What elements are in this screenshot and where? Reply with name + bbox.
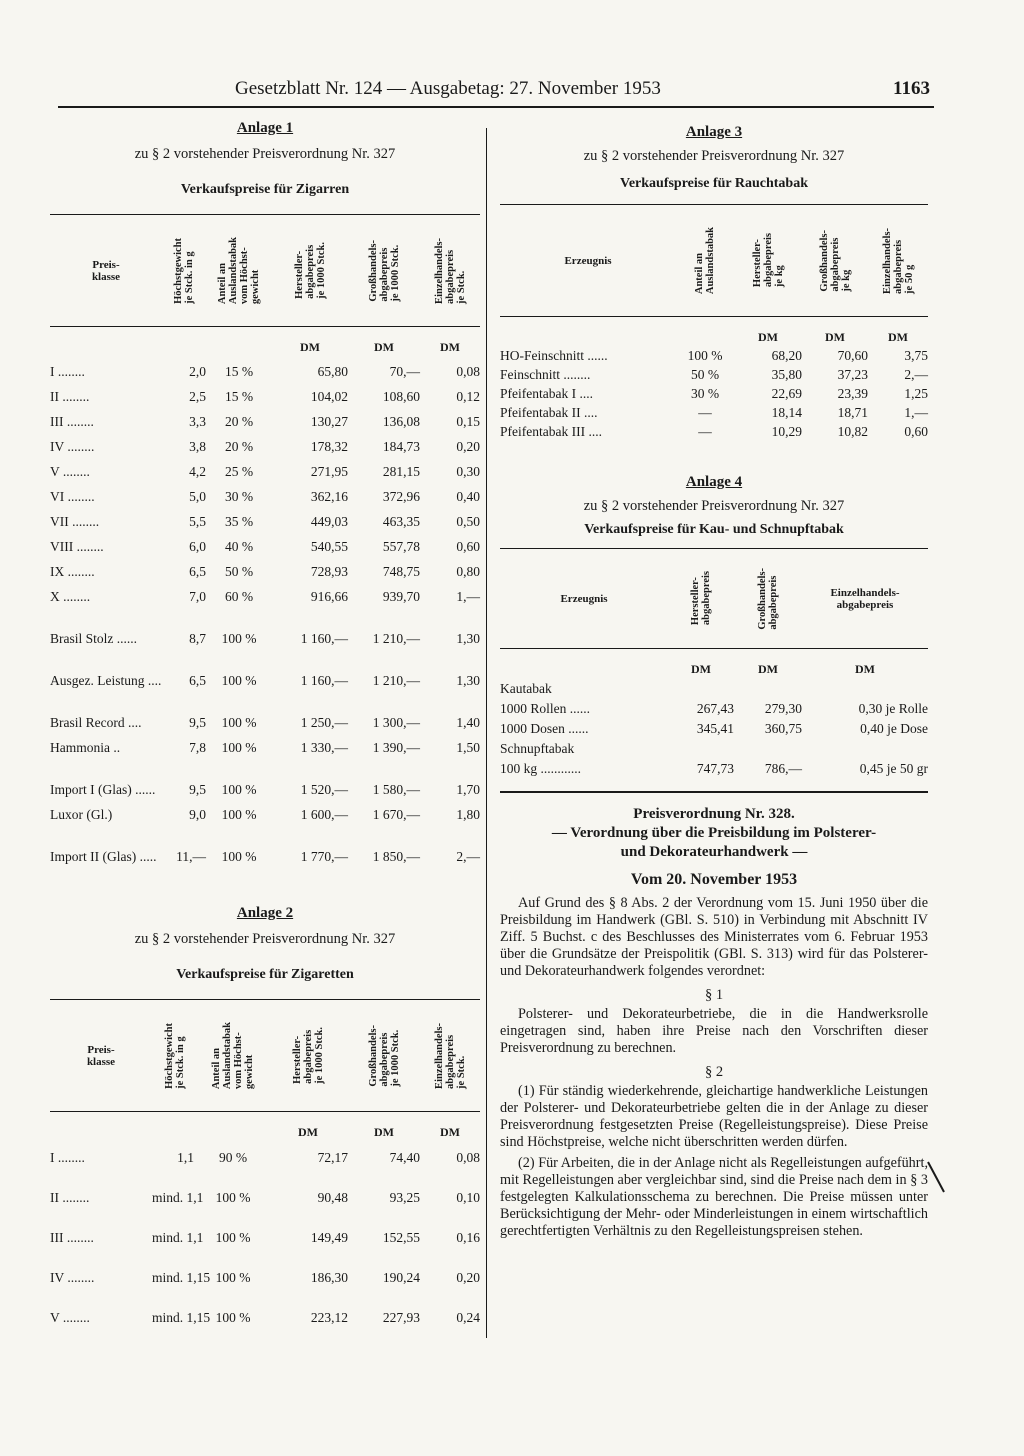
table-cell: 1,50 — [456, 740, 480, 755]
table-cell: 178,32 — [310, 439, 348, 454]
table-cell: — — [698, 405, 712, 420]
table-cell: 25 % — [224, 464, 254, 479]
header-rule — [58, 106, 934, 108]
anlage2-caption: Verkaufspreise für Zigaretten — [176, 967, 354, 982]
table-cell: 136,08 — [382, 414, 420, 429]
table-cell: 35,80 — [771, 367, 802, 382]
table-row — [500, 757, 928, 777]
table-cell: 93,25 — [389, 1190, 420, 1205]
table-row — [50, 430, 480, 455]
table-cell: 0,80 — [456, 564, 480, 579]
table-cell: 1 580,— — [372, 782, 420, 797]
table-cell: V ........ — [50, 464, 90, 479]
col-header-grosshandel: Großhandels- abgabepreis je 1000 Stck. — [348, 215, 420, 327]
table-cell: 20 % — [224, 414, 254, 429]
table-cell: 728,93 — [310, 564, 348, 579]
table-cell: 0,08 — [456, 1150, 480, 1165]
table-cell: 100 % — [221, 740, 257, 755]
anlage3-heading: Anlage 3 — [685, 124, 743, 140]
table-cell: 90 % — [218, 1150, 248, 1165]
table-cell: 372,96 — [382, 489, 420, 504]
table-cell: 786,— — [764, 761, 802, 776]
kautabak-price-table — [500, 548, 928, 777]
table-cell: 1 210,— — [372, 673, 420, 688]
table-cell: Kautabak — [500, 681, 552, 696]
anlage1-ref: zu § 2 vorstehender Preisverordnung Nr. 327 — [134, 146, 396, 162]
table-cell: 1 600,— — [300, 807, 348, 822]
col-header-auslandstabak: Anteil an Auslandstabak vom Höchst- gewicht — [206, 215, 272, 327]
table-cell: 748,75 — [382, 564, 420, 579]
table-cell: 1,80 — [456, 807, 480, 822]
table-cell: 100 % — [221, 807, 257, 822]
section-2-paragraph-2: (2) Für Arbeiten, die in der Anlage nicht als Regelleistungen aufgeführt, mit Regelleistungen aber vergleichbar sind, sind die Preise nach dem in § 3 festgelegten Kalkulationsschema zu berechnen. Die Preise müssen unter Berücksichtigung der Mehr- oder Minderleistungen in einem wirtschaftlich gerechtfertigten Verhältnis zu den Regelleistungspreisen stehen. — [500, 1155, 928, 1239]
table-cell: 3,75 — [904, 348, 928, 363]
table-cell: 939,70 — [382, 589, 420, 604]
table-cell: III ........ — [50, 1230, 94, 1245]
table-cell: 68,20 — [771, 348, 802, 363]
table-cell: mind. 1,15 — [152, 1310, 211, 1325]
table-row — [50, 480, 480, 505]
col-header-hersteller: Hersteller- abgabepreis je kg — [734, 205, 802, 317]
table-row — [50, 530, 480, 555]
table-cell: Pfeifentabak III .... — [500, 424, 602, 439]
col-header-erzeugnis: Erzeugnis — [500, 549, 668, 649]
column-divider — [486, 128, 487, 1338]
table-cell: 104,02 — [310, 389, 348, 404]
table-cell: 11,— — [176, 849, 206, 864]
table-cell: 18,71 — [837, 405, 868, 420]
table-row — [50, 580, 480, 605]
table-cell: mind. 1,15 — [152, 1270, 211, 1285]
table-cell: VIII ........ — [50, 539, 104, 554]
table-cell: 3,3 — [189, 414, 206, 429]
table-cell: 0,16 — [456, 1230, 480, 1245]
verordnung-title: Preisverordnung Nr. 328. — [633, 806, 795, 822]
table-cell: 1,40 — [456, 715, 480, 730]
table-cell: 2,5 — [189, 389, 206, 404]
col-header-auslandstabak: Anteil an Auslandstabak vom Höchst- gewicht — [198, 1000, 268, 1112]
col-header-erzeugnis: Erzeugnis — [500, 205, 676, 317]
verordnung-intro: Auf Grund des § 8 Abs. 2 der Verordnung vom 15. Juni 1950 über die Preisbildung im Handwerk (GBl. S. 510) in Verbindung mit Abschnitt IV Ziff. 5 Buchst. c des Beschlusses des Ministerrates vom 6. Februar 1953 über die Grundsätze der Preispolitik (GBl. S. 313) wird für das Polsterer- und Dekorateurhandwerk folgendes verordnet: — [500, 895, 928, 979]
table-row — [50, 1140, 480, 1166]
page-header — [60, 78, 940, 108]
table-cell: 0,50 — [456, 514, 480, 529]
anlage4-ref: zu § 2 vorstehender Preisverordnung Nr. 327 — [583, 498, 845, 514]
table-cell: 0,12 — [456, 389, 480, 404]
table-cell: 1,1 — [177, 1150, 194, 1165]
table-cell: 0,08 — [456, 364, 480, 379]
table-cell: I ........ — [50, 364, 85, 379]
table-row — [50, 505, 480, 530]
table-cell: 100 % — [215, 1310, 251, 1325]
table-cell: 40 % — [224, 539, 254, 554]
table-cell: 449,03 — [310, 514, 348, 529]
cigar-price-table — [50, 214, 480, 865]
table-cell: 50 % — [690, 367, 720, 382]
col-header-hersteller: Hersteller- abgabepreis — [668, 549, 734, 649]
table-cell: 37,23 — [837, 367, 868, 382]
table-cell: mind. 1,1 — [152, 1190, 204, 1205]
table-cell — [668, 737, 734, 757]
col-header-einzelhandel: Einzelhandels- abgabepreis je Stck. — [420, 1000, 480, 1112]
table-cell: 18,14 — [771, 405, 802, 420]
table-cell: 227,93 — [382, 1310, 420, 1325]
table-cell: 279,30 — [764, 701, 802, 716]
table-cell: 0,45 je 50 gr — [859, 761, 928, 776]
unit-row: DM DM DM — [298, 1125, 460, 1139]
table-cell: Pfeifentabak I .... — [500, 386, 593, 401]
table-cell: 1 390,— — [372, 740, 420, 755]
table-row — [500, 402, 928, 421]
table-cell: Ausgez. Leistung .... — [50, 673, 162, 688]
table-cell: 100 % — [221, 631, 257, 646]
table-row — [50, 380, 480, 405]
table-cell: 20 % — [224, 439, 254, 454]
unit-row: DM DM DM — [300, 340, 460, 354]
table-cell: 2,0 — [189, 364, 206, 379]
table-cell: 747,73 — [696, 761, 734, 776]
table-cell: 362,16 — [310, 489, 348, 504]
table-cell: 70,— — [389, 364, 420, 379]
table-cell: — — [698, 424, 712, 439]
table-cell: 1,— — [456, 589, 480, 604]
anlage4-heading: Anlage 4 — [685, 474, 743, 490]
table-row — [50, 647, 480, 689]
table-cell: 100 % — [687, 348, 723, 363]
table-cell: 0,30 — [456, 464, 480, 479]
table-cell: 1,25 — [904, 386, 928, 401]
table-cell: HO-Feinschnitt ...... — [500, 348, 608, 363]
table-cell: 100 % — [221, 849, 257, 864]
table-cell: Brasil Record .... — [50, 715, 142, 730]
table-cell: 1 520,— — [300, 782, 348, 797]
table-cell: II ........ — [50, 1190, 90, 1205]
table-cell — [802, 677, 928, 697]
table-cell: 10,82 — [837, 424, 868, 439]
table-cell: VI ........ — [50, 489, 95, 504]
table-cell: 0,40 je Dose — [860, 721, 928, 736]
table-cell: V ........ — [50, 1310, 90, 1325]
table-row — [50, 689, 480, 731]
table-cell: 149,49 — [310, 1230, 348, 1245]
margin-mark — [926, 1160, 946, 1194]
table-row — [500, 383, 928, 402]
table-cell: 0,30 je Rolle — [858, 701, 928, 716]
col-header-einzelhandel: Einzelhandels- abgabepreis je Stck. — [420, 215, 480, 327]
table-cell: 23,39 — [837, 386, 868, 401]
col-header-preisklasse: Preis- klasse — [50, 215, 162, 327]
table-cell: 100 % — [221, 673, 257, 688]
table-row — [500, 697, 928, 717]
anlage2-heading: Anlage 2 — [236, 905, 294, 921]
table-cell: 30 % — [690, 386, 720, 401]
table-cell: IV ........ — [50, 439, 95, 454]
table-cell: 0,20 — [456, 1270, 480, 1285]
anlage4-caption: Verkaufspreise für Kau- und Schnupftabak — [584, 522, 844, 537]
table-cell: 1 160,— — [300, 673, 348, 688]
unit-row: DM DM DM — [758, 330, 908, 344]
table-cell: 1,— — [904, 405, 928, 420]
table-cell: 6,5 — [189, 673, 206, 688]
table-cell: 6,0 — [189, 539, 206, 554]
table-cell: 1 210,— — [372, 631, 420, 646]
table-cell: 271,95 — [310, 464, 348, 479]
table-cell: 100 % — [221, 715, 257, 730]
col-header-preisklasse: Preis- klasse — [50, 1000, 152, 1112]
table-cell: 30 % — [224, 489, 254, 504]
table-row — [50, 756, 480, 798]
left-column — [50, 120, 480, 1326]
table-cell: 1 160,— — [300, 631, 348, 646]
table-cell: Import I (Glas) ...... — [50, 782, 156, 797]
table-cell: 74,40 — [389, 1150, 420, 1165]
section-2-paragraph-1: (1) Für ständig wiederkehrende, gleichartige handwerkliche Leistungen der Polsterer- und Dekorateurbetriebe gelten die in der Anlage zu dieser Preisverordnung festgesetzten Preise (Regelleistungspreise). Diese Preise sind Höchstpreise, welche nicht überschritten werden dürfen. — [500, 1083, 928, 1150]
table-cell: 1,30 — [456, 673, 480, 688]
col-header-grosshandel: Großhandels- abgabepreis — [734, 549, 802, 649]
section-1-text: Polsterer- und Dekorateurbetriebe, die in die Handwerksrolle eingetragen sind, haben ihre Preise nach den Vorschriften dieser Preisverordnung zu berechnen. — [500, 1006, 928, 1056]
table-cell: 9,5 — [189, 715, 206, 730]
table-cell: Schnupftabak — [500, 741, 575, 756]
table-cell: 100 % — [215, 1190, 251, 1205]
table-cell: 15 % — [224, 364, 254, 379]
table-cell: III ........ — [50, 414, 94, 429]
table-row — [50, 731, 480, 756]
table-cell: Pfeifentabak II .... — [500, 405, 598, 420]
table-cell: 267,43 — [696, 701, 734, 716]
table-cell: 4,2 — [189, 464, 206, 479]
table-cell: mind. 1,1 — [152, 1230, 204, 1245]
table-cell: 557,78 — [382, 539, 420, 554]
table-cell: 70,60 — [837, 348, 868, 363]
table-cell: 130,27 — [310, 414, 348, 429]
table-cell: 1,70 — [456, 782, 480, 797]
table-cell: 916,66 — [310, 589, 348, 604]
table-cell: 60 % — [224, 589, 254, 604]
table-cell: 2,— — [904, 367, 928, 382]
table-row — [500, 737, 928, 757]
table-cell: 0,24 — [456, 1310, 480, 1325]
table-cell: 360,75 — [764, 721, 802, 736]
page-number: 1163 — [893, 78, 930, 99]
table-cell: 22,69 — [771, 386, 802, 401]
table-cell: Brasil Stolz ...... — [50, 631, 137, 646]
col-header-einzelhandel: Einzelhandels- abgabepreis — [802, 549, 928, 649]
verordnung-subtitle-2: und Dekorateurhandwerk — — [620, 844, 808, 860]
table-cell — [668, 677, 734, 697]
anlage3-ref: zu § 2 vorstehender Preisverordnung Nr. 327 — [583, 148, 845, 164]
table-cell: 7,0 — [189, 589, 206, 604]
table-cell: 5,5 — [189, 514, 206, 529]
table-cell: 0,60 — [456, 539, 480, 554]
table-row — [50, 798, 480, 823]
table-cell: 100 % — [215, 1230, 251, 1245]
table-row — [50, 355, 480, 380]
table-cell: 2,— — [456, 849, 480, 864]
table-row — [500, 677, 928, 697]
table-row — [50, 1166, 480, 1206]
table-cell: 463,35 — [382, 514, 420, 529]
table-cell: 540,55 — [310, 539, 348, 554]
anlage2-ref: zu § 2 vorstehender Preisverordnung Nr. 327 — [134, 931, 396, 947]
table-cell: 9,5 — [189, 782, 206, 797]
table-cell — [734, 677, 802, 697]
table-cell: 1 300,— — [372, 715, 420, 730]
table-cell: 100 % — [221, 782, 257, 797]
anlage1-heading: Anlage 1 — [236, 120, 294, 136]
table-row — [50, 405, 480, 430]
table-cell: 6,5 — [189, 564, 206, 579]
table-cell: 100 kg ............ — [500, 761, 581, 776]
table-cell: 0,20 — [456, 439, 480, 454]
anlage3-caption: Verkaufspreise für Rauchtabak — [620, 176, 808, 191]
table-cell: 223,12 — [310, 1310, 348, 1325]
table-cell: 65,80 — [317, 364, 348, 379]
anlage1-caption: Verkaufspreise für Zigarren — [180, 182, 350, 197]
col-header-auslandstabak: Anteil an Auslandstabak — [676, 205, 734, 317]
table-cell: 9,0 — [189, 807, 206, 822]
table-cell: 100 % — [215, 1270, 251, 1285]
verordnung-subtitle: — Verordnung über die Preisbildung im Polsterer- — [551, 825, 877, 841]
table-row — [50, 455, 480, 480]
table-cell: 108,60 — [382, 389, 420, 404]
table-cell — [802, 737, 928, 757]
table-row — [50, 823, 480, 865]
table-cell: 10,29 — [771, 424, 802, 439]
table-cell: 1 250,— — [300, 715, 348, 730]
cigarette-price-table — [50, 999, 480, 1326]
table-cell: 190,24 — [382, 1270, 420, 1285]
table-row — [50, 1286, 480, 1326]
table-cell — [734, 737, 802, 757]
table-cell: 90,48 — [317, 1190, 348, 1205]
table-cell: 186,30 — [310, 1270, 348, 1285]
table-row — [500, 421, 928, 440]
table-cell: 0,60 — [904, 424, 928, 439]
table-cell: IX ........ — [50, 564, 95, 579]
table-cell: 50 % — [224, 564, 254, 579]
table-row — [500, 345, 928, 364]
col-header-hersteller: Hersteller- abgabepreis je 1000 Stck. — [272, 215, 348, 327]
verordnung-date: Vom 20. November 1953 — [630, 871, 798, 888]
rauchtabak-price-table — [500, 204, 928, 440]
table-cell: 1 670,— — [372, 807, 420, 822]
table-cell: 5,0 — [189, 489, 206, 504]
col-header-gewicht: Höchstgewicht je Stck. in g — [162, 215, 206, 327]
table-cell: 184,73 — [382, 439, 420, 454]
table-cell: 1 330,— — [300, 740, 348, 755]
table-row — [50, 555, 480, 580]
table-cell: X ........ — [50, 589, 91, 604]
table-row — [500, 717, 928, 737]
table-cell: 15 % — [224, 389, 254, 404]
section-1-heading: § 1 — [704, 987, 724, 1003]
table-cell: VII ........ — [50, 514, 100, 529]
table-cell: 3,8 — [189, 439, 206, 454]
section-rule — [500, 791, 928, 793]
table-cell: 345,41 — [696, 721, 734, 736]
col-header-einzelhandel: Einzelhandels- abgabepreis je 50 g — [868, 205, 928, 317]
col-header-grosshandel: Großhandels- abgabepreis je 1000 Stck. — [348, 1000, 420, 1112]
table-cell: 1000 Dosen ...... — [500, 721, 589, 736]
section-2-heading: § 2 — [704, 1064, 724, 1080]
table-cell: 1000 Rollen ...... — [500, 701, 590, 716]
table-cell: 0,10 — [456, 1190, 480, 1205]
table-cell: Feinschnitt ........ — [500, 367, 591, 382]
table-row — [50, 605, 480, 647]
table-cell: IV ........ — [50, 1270, 95, 1285]
col-header-gewicht: Höchstgewicht je Stck. in g — [152, 1000, 198, 1112]
right-column — [500, 124, 928, 1244]
table-cell: 1 770,— — [300, 849, 348, 864]
table-cell: 1,30 — [456, 631, 480, 646]
unit-row: DM DM DM — [691, 662, 875, 676]
table-cell: 281,15 — [382, 464, 420, 479]
table-row — [50, 1206, 480, 1246]
table-cell: II ........ — [50, 389, 90, 404]
table-cell: Hammonia .. — [50, 740, 121, 755]
table-cell: 152,55 — [382, 1230, 420, 1245]
table-cell: 7,8 — [189, 740, 206, 755]
header-title: Gesetzblatt Nr. 124 — Ausgabetag: 27. November 1953 — [235, 78, 661, 99]
table-cell: 35 % — [224, 514, 254, 529]
col-header-hersteller: Hersteller- abgabepreis je 1000 Stck. — [268, 1000, 348, 1112]
table-cell: Luxor (Gl.) — [50, 807, 113, 822]
table-cell: 0,40 — [456, 489, 480, 504]
table-row — [500, 364, 928, 383]
table-cell: 0,15 — [456, 414, 480, 429]
table-cell: I ........ — [50, 1150, 85, 1165]
table-row — [50, 1246, 480, 1286]
col-header-grosshandel: Großhandels- abgabepreis je kg — [802, 205, 868, 317]
table-cell: 1 850,— — [372, 849, 420, 864]
table-cell: 8,7 — [189, 631, 206, 646]
table-cell: 72,17 — [317, 1150, 348, 1165]
table-cell: Import II (Glas) ..... — [50, 849, 157, 864]
